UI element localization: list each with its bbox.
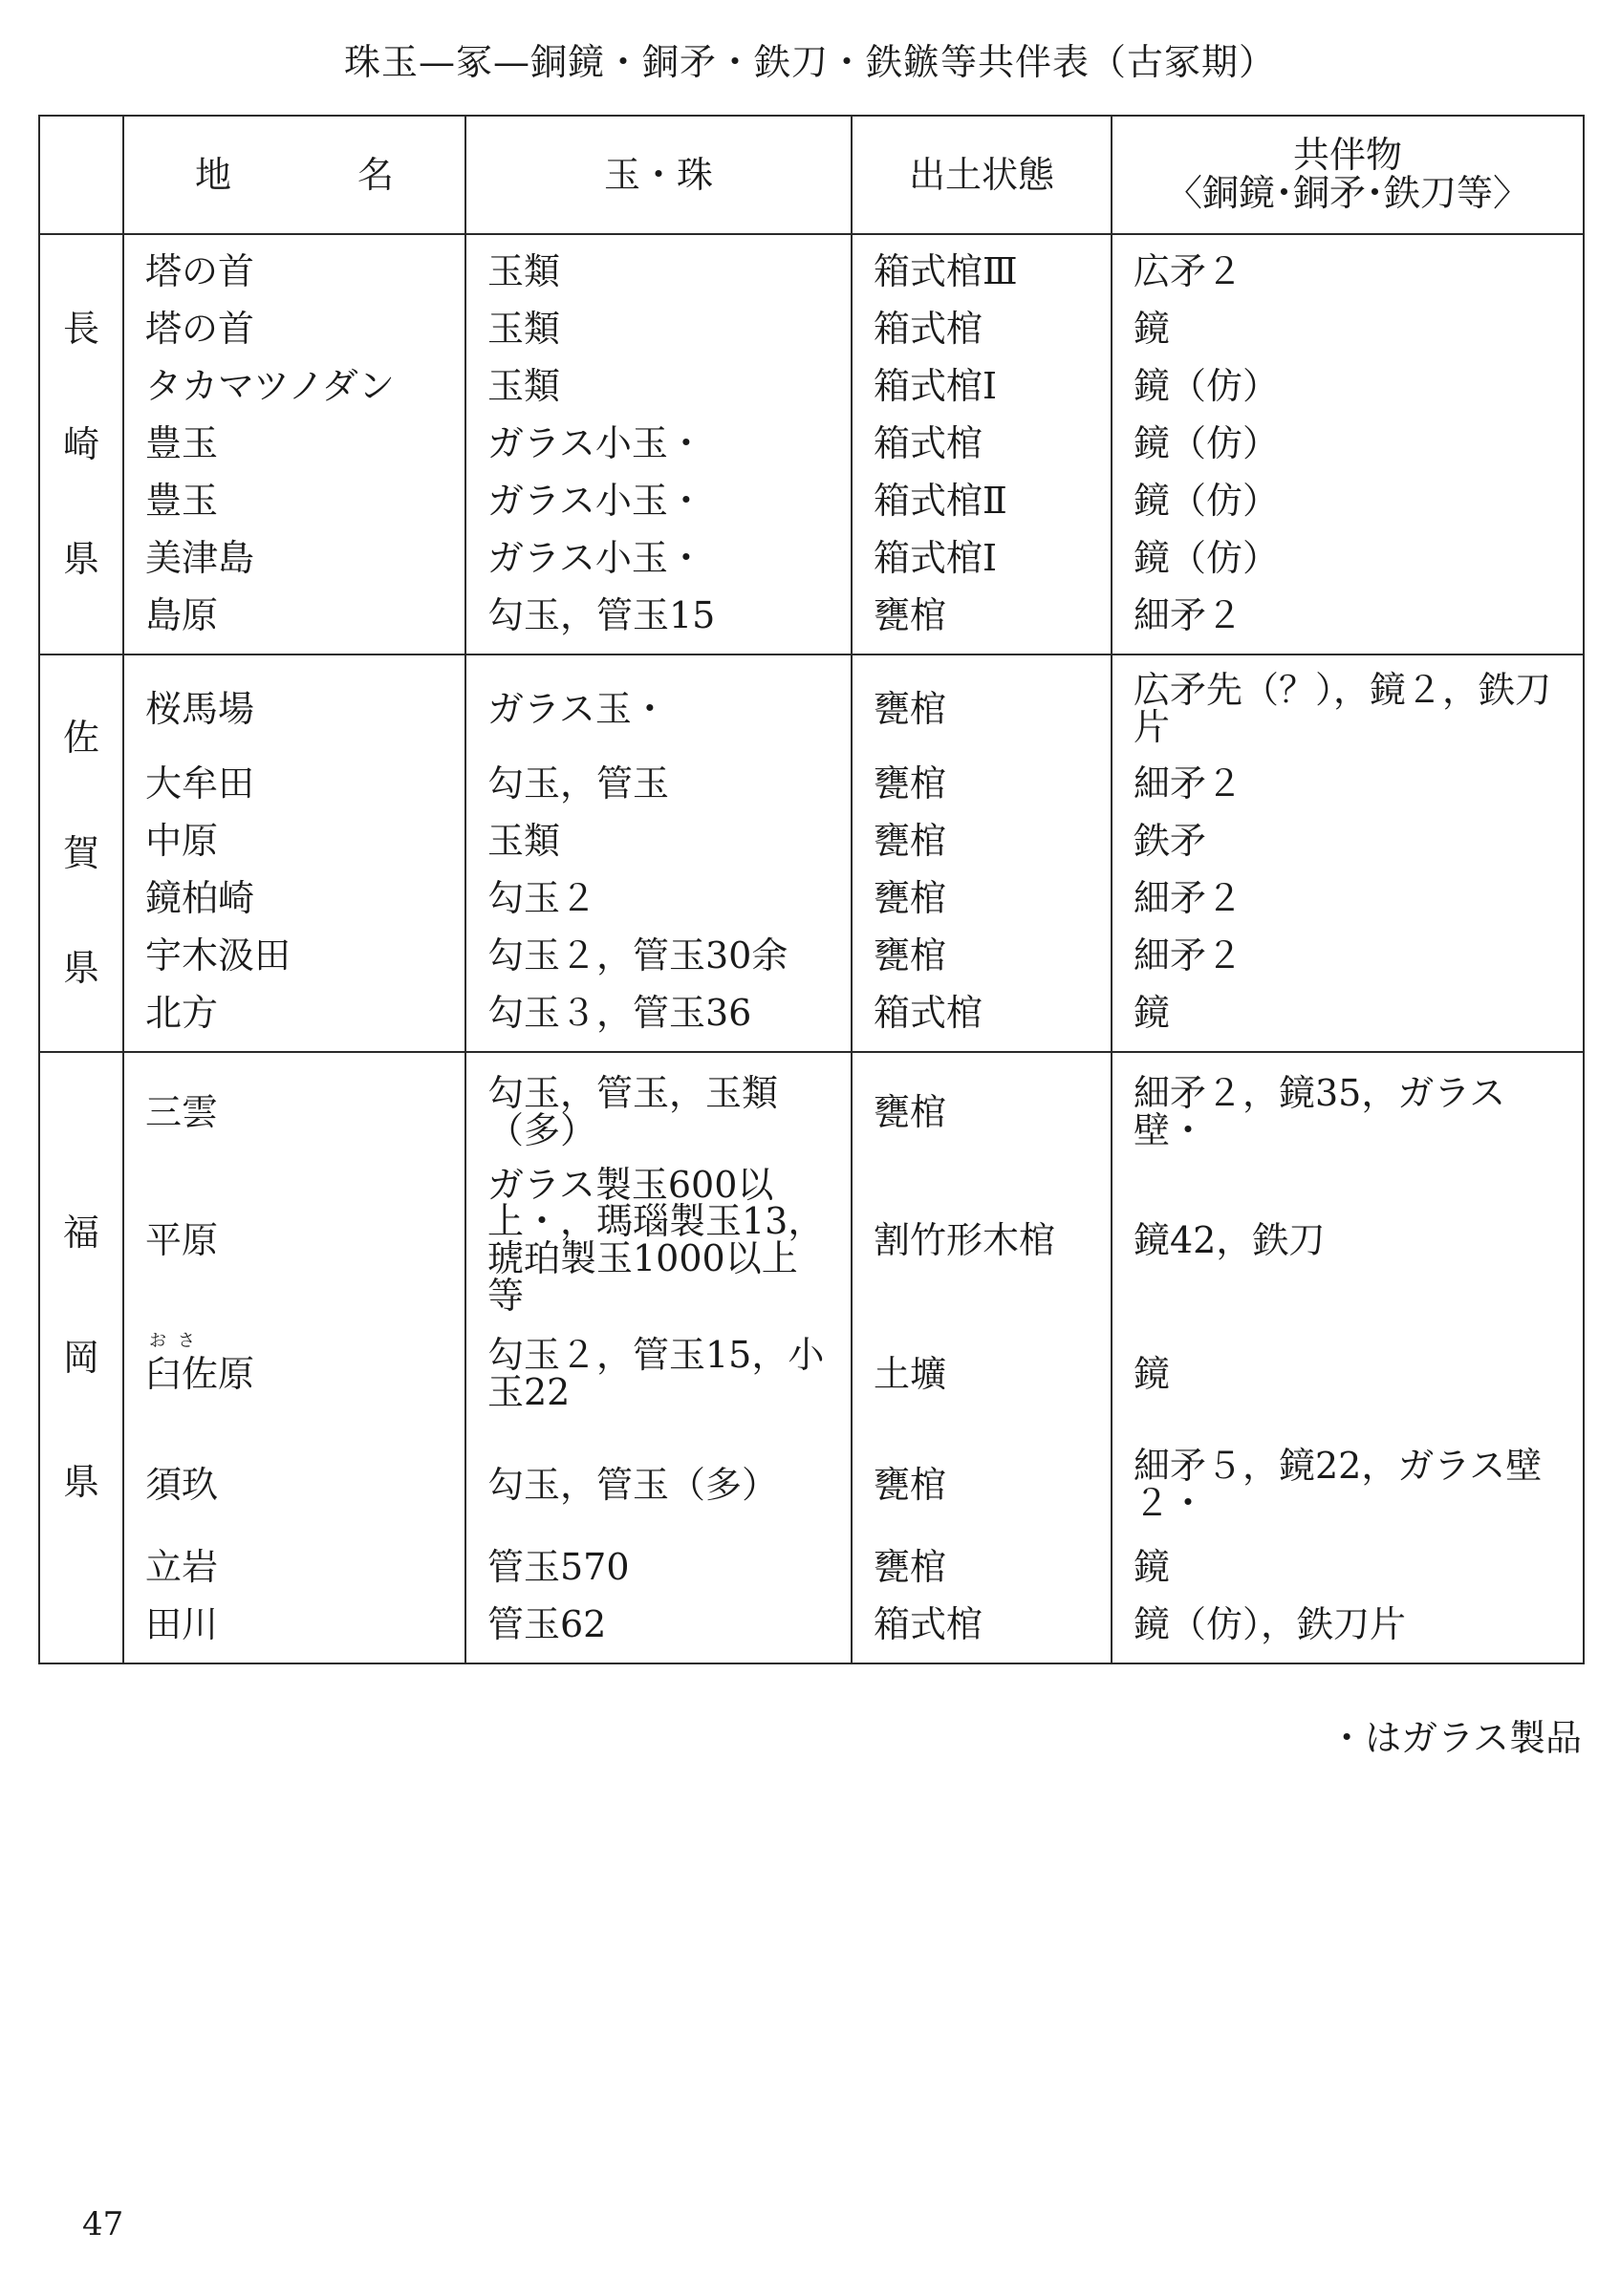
condition-cell: 箱式棺Ⅰ [874,364,998,407]
condition-cell: 甕棺 [874,876,947,919]
beads-cell: 勾玉２ [487,876,597,919]
name-cell [124,1317,464,1431]
condition-cell: 箱式棺 [874,1602,983,1645]
col-beads [465,234,852,654]
prefecture-nagasaki: 長 崎 県 [39,234,123,654]
header-prefecture [39,116,123,234]
group-nagasaki [39,234,1584,654]
beads-cell: ガラス小玉・ [487,536,704,579]
col-name [123,654,465,1052]
col-name [123,1052,465,1663]
condition-cell: 甕棺 [874,1090,947,1133]
beads-cell: 勾玉，管玉15 [487,593,716,636]
header-companions: 共伴物 〈銅鏡･銅矛･鉄刀等〉 [1112,116,1584,234]
condition-cell: 甕棺 [874,1545,947,1588]
beads-cell: 勾玉２，管玉30余 [487,933,788,976]
name-cell: 島原 [145,593,219,636]
condition-cell: 甕棺 [874,1463,947,1506]
condition-cell: 甕棺 [874,762,947,805]
condition-cell: 箱式棺 [874,307,983,350]
col-name [123,234,465,654]
name-cell: 立岩 [145,1545,219,1588]
header-beads: 玉・珠 [465,116,852,234]
col-condition [852,654,1112,1052]
name-cell: 北方 [145,991,219,1034]
condition-cell: 箱式棺 [874,421,983,464]
comp-cell: 鏡 [1134,1545,1171,1588]
header-condition: 出土状態 [852,116,1112,234]
comp-cell: 鉄矛 [1134,819,1207,862]
beads-cell: 玉類 [487,819,561,862]
beads-cell: ガラス製玉600以上・，瑪瑙製玉13，琥珀製玉1000以上等 [487,1163,825,1317]
beads-cell: ガラス玉・ [487,687,668,730]
beads-cell: 玉類 [487,249,561,292]
name-cell: 須玖 [145,1463,219,1506]
name-cell: 豊玉 [145,479,219,522]
col-beads [465,1052,852,1663]
page-title: 珠玉—冢—銅鏡・銅矛・鉄刀・鉄鏃等共伴表（古冢期） [343,41,1276,83]
comp-cell: 広矛先（？），鏡２，鉄刀片 [1134,669,1552,748]
comp-cell: 細矛２，鏡35，ガラス壁・ [1134,1072,1506,1151]
col-condition [852,234,1112,654]
condition-cell: 甕棺 [874,819,947,862]
condition-cell: 甕棺 [874,933,947,976]
glass-footnote: ・はガラス製品 [1328,1717,1582,1759]
condition-cell: 箱式棺Ⅱ [874,479,1007,522]
comp-cell: 鏡（仿） [1134,364,1280,407]
header-place-name: 地 名 [123,116,465,234]
beads-cell: ガラス小玉・ [487,421,704,464]
name-cell: 桜馬場 [145,687,255,730]
name-cell: 三雲 [145,1090,219,1133]
name-cell: 平原 [145,1218,219,1261]
beads-cell: 勾玉３，管玉36 [487,991,752,1034]
col-beads [465,654,852,1052]
name-cell: 田川 [145,1602,219,1645]
col-companions [1112,234,1584,654]
beads-cell: 玉類 [487,307,561,350]
name-cell: 宇木汲田 [145,933,292,976]
group-fukuoka [39,1052,1584,1663]
beads-cell: 管玉570 [487,1545,630,1588]
beads-cell: ガラス小玉・ [487,479,704,522]
comp-cell: 鏡 [1134,307,1171,350]
ruby-annotated-name: おさ 臼佐原 [145,1330,255,1395]
comp-cell: 細矛２ [1134,593,1243,636]
beads-cell: 勾玉２，管玉15，小玉22 [487,1334,825,1413]
name-cell: タカマツノダン [145,364,396,407]
prefecture-fukuoka: 福 岡 県 [39,1052,123,1663]
name-cell: 塔の首 [145,249,255,292]
comp-cell: 細矛５，鏡22，ガラス壁２・ [1134,1445,1543,1524]
comp-cell: 細矛２ [1134,876,1243,919]
condition-cell: 甕棺 [874,687,947,730]
group-saga [39,654,1584,1052]
condition-cell: 甕棺 [874,593,947,636]
comp-cell: 細矛２ [1134,933,1243,976]
table-header-row [39,116,1584,234]
condition-cell: 土壙 [874,1352,947,1395]
comp-cell: 鏡（仿） [1134,421,1280,464]
comp-cell: 広矛２ [1134,249,1243,292]
comp-cell: 鏡（仿） [1134,536,1280,579]
comp-cell: 鏡（仿） [1134,479,1280,522]
condition-cell: 箱式棺 [874,991,983,1034]
comp-cell: 鏡（仿），鉄刀片 [1134,1602,1407,1645]
name-cell: 豊玉 [145,421,219,464]
condition-cell: 箱式棺Ⅲ [874,249,1018,292]
furigana: おさ [149,1330,206,1351]
beads-cell: 勾玉，管玉，玉類（多） [487,1072,779,1151]
companion-table [38,115,1585,1664]
beads-cell: 勾玉，管玉（多） [487,1463,779,1506]
beads-cell: 管玉62 [487,1602,607,1645]
name-cell: 美津島 [145,536,255,579]
col-companions [1112,1052,1584,1663]
name-cell: 塔の首 [145,307,255,350]
comp-cell: 鏡 [1134,1352,1171,1395]
beads-cell: 玉類 [487,364,561,407]
name-cell: 鏡柏崎 [145,876,255,919]
col-condition [852,1052,1112,1663]
condition-cell: 箱式棺Ⅰ [874,536,998,579]
beads-cell: 勾玉，管玉 [487,762,670,805]
comp-cell: 細矛２ [1134,762,1243,805]
prefecture-saga: 佐 賀 県 [39,654,123,1052]
name-cell: 中原 [145,819,219,862]
comp-cell: 鏡42，鉄刀 [1134,1218,1326,1261]
col-companions [1112,654,1584,1052]
condition-cell: 割竹形木棺 [874,1218,1056,1261]
name-cell: 大牟田 [145,762,255,805]
page-number: 47 [82,2205,124,2243]
comp-cell: 鏡 [1134,991,1171,1034]
